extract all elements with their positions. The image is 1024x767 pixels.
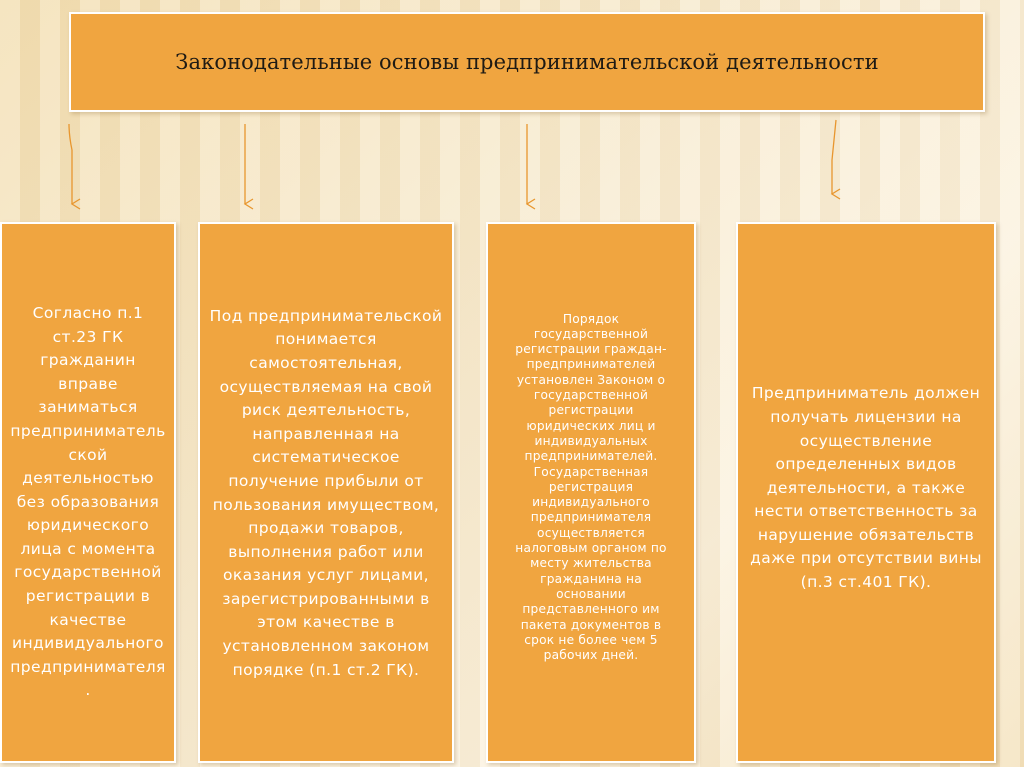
connector-arrow-1	[69, 124, 72, 204]
connector-arrow-4	[832, 120, 836, 194]
header-box	[69, 12, 985, 112]
card-registration-right	[0, 222, 176, 763]
card-registration-right-text: Согласно п.1 ст.23 ГК гражданин вправе заниматься предприниматель ской деятельностью без образования юридического лица с момента государственной регистрации в качестве индивидуального предпринимателя .	[10, 303, 166, 700]
card-registration-procedure	[486, 222, 696, 763]
card-registration-procedure-text: Порядок государственной регистрации граждан- предпринимателей установлен Законом о государственной регистрации юридических лиц и индивидуальных предпринимателей. Государственная регистрация индивидуального предпринимателя осуществляется налоговым органом по месту жительства гражданина на основании представленного им пакета документов в срок не более чем 5 рабочих дней.	[515, 311, 667, 663]
page-title: Законодательные основы предпринимательской деятельности	[175, 50, 879, 74]
card-licensing-text: Предприниматель должен получать лицензии на осуществление определенных видов деятельности, а также нести ответственность за нарушение обязательств даже при отсутствии вины (п.3 ст.401 ГК).	[750, 384, 982, 592]
card-licensing	[736, 222, 996, 763]
card-definition	[198, 222, 454, 763]
card-definition-text: Под предпринимательской понимается самостоятельная, осуществляемая на свой риск деятельность, направленная на систематическое получение прибыли от пользования имуществом, продажи товаров, выполнения работ или оказания услуг лицами, зарегистрированными в этом качестве в установленном законом порядке (п.1 ст.2 ГК).	[209, 306, 443, 679]
